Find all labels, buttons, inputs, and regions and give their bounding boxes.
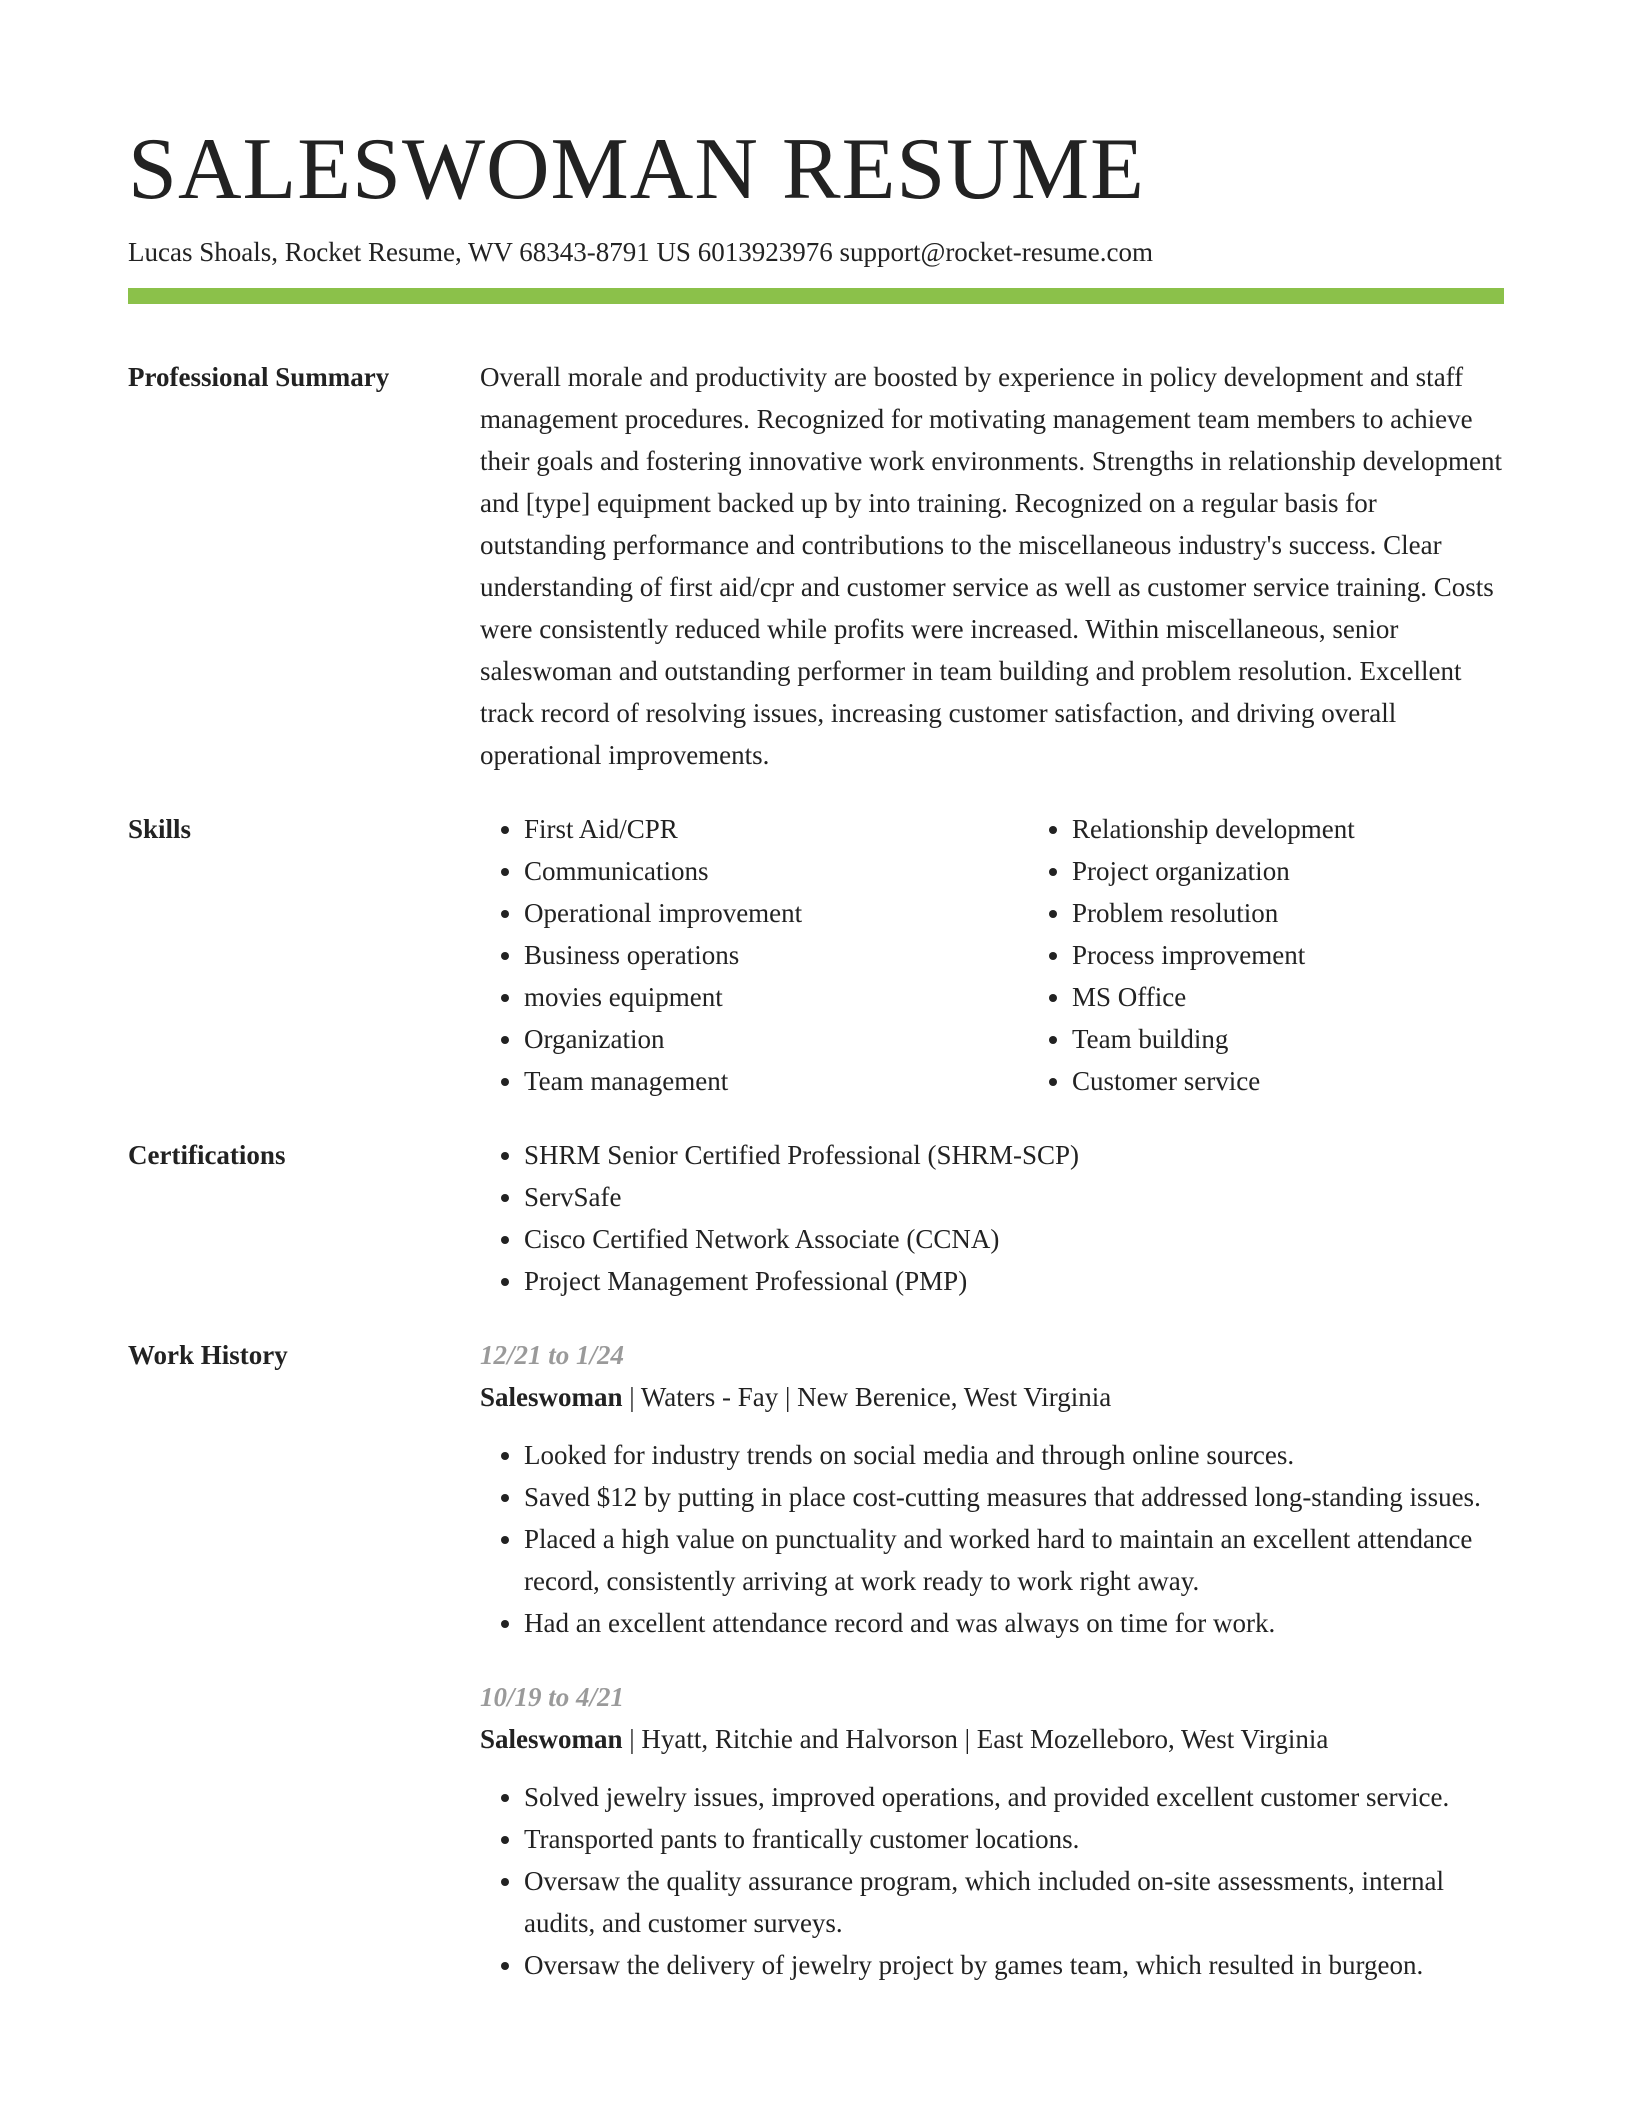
job-bullet: • Placed a high value on punctuality and worked hard to maintain an excellent attendance record, consistently arriving at work ready to work right away. bbox=[524, 1518, 1504, 1602]
summary-label: Professional Summary bbox=[128, 362, 390, 392]
job-dates: 10/19 to 4/21 bbox=[480, 1682, 625, 1712]
job-bullet: • Transported pants to frantically customer locations. bbox=[524, 1818, 1504, 1860]
job-bullet: • Oversaw the quality assurance program, which included on-site assessments, internal audits, and customer surveys. bbox=[524, 1860, 1504, 1944]
skill-item: • Organization bbox=[524, 1018, 1028, 1060]
skill-item: • Customer service bbox=[1072, 1060, 1576, 1102]
skill-item: • Team management bbox=[524, 1060, 1028, 1102]
skills-section bbox=[128, 808, 1504, 1102]
summary-section bbox=[128, 356, 1504, 776]
skills-list-right bbox=[1028, 808, 1576, 1102]
job-title: Saleswoman bbox=[480, 1382, 623, 1412]
header-divider bbox=[128, 288, 1504, 304]
summary-text: Overall morale and productivity are boosted by experience in policy development and staff management procedures. Recognized for motivating management team members to achieve their goals and fostering innovative work environments. Strengths in relationship development and [type] equipment backed up by into training. Recognized on a regular basis for outstanding performance and contributions to the miscellaneous industry's success. Clear understanding of first aid/cpr and customer service as well as customer service training. Costs were consistently reduced while profits were increased. Within miscellaneous, senior saleswoman and outstanding performer in team building and problem resolution. Excellent track record of resolving issues, increasing customer satisfaction, and driving overall operational improvements. bbox=[480, 362, 1503, 770]
resume-page bbox=[128, 118, 1504, 1986]
job-bullets bbox=[480, 1776, 1504, 1986]
job-entry bbox=[480, 1334, 1504, 1644]
certifications-section bbox=[128, 1134, 1504, 1302]
work-history-section bbox=[128, 1334, 1504, 1986]
skill-item: • Business operations bbox=[524, 934, 1028, 976]
skill-item: • Team building bbox=[1072, 1018, 1576, 1060]
job-bullet: • Saved $12 by putting in place cost-cutting measures that addressed long-standing issues. bbox=[524, 1476, 1504, 1518]
job-heading bbox=[480, 1718, 1504, 1760]
skills-label: Skills bbox=[128, 814, 192, 844]
job-bullet: • Solved jewelry issues, improved operations, and provided excellent customer service. bbox=[524, 1776, 1504, 1818]
contact-line: Lucas Shoals, Rocket Resume, WV 68343-8791 US 6013923976 support@rocket-resume.com bbox=[128, 237, 1153, 267]
job-title: Saleswoman bbox=[480, 1724, 623, 1754]
skill-item: • Problem resolution bbox=[1072, 892, 1576, 934]
skill-item: • Communications bbox=[524, 850, 1028, 892]
certification-item: • Cisco Certified Network Associate (CCNA) bbox=[524, 1218, 1504, 1260]
job-employer-location: | Hyatt, Ritchie and Halvorson | East Mozelleboro, West Virginia bbox=[622, 1724, 1329, 1754]
resume-title: SALESWOMAN RESUME bbox=[128, 121, 1145, 218]
skill-item: • movies equipment bbox=[524, 976, 1028, 1018]
skill-item: • Project organization bbox=[1072, 850, 1576, 892]
certifications-list bbox=[480, 1134, 1504, 1302]
job-bullet: • Had an excellent attendance record and was always on time for work. bbox=[524, 1602, 1504, 1644]
skill-item: • Operational improvement bbox=[524, 892, 1028, 934]
skill-item: • Process improvement bbox=[1072, 934, 1576, 976]
job-bullet: • Looked for industry trends on social media and through online sources. bbox=[524, 1434, 1504, 1476]
certification-item: • SHRM Senior Certified Professional (SHRM-SCP) bbox=[524, 1134, 1504, 1176]
certification-item: • ServSafe bbox=[524, 1176, 1504, 1218]
job-dates: 12/21 to 1/24 bbox=[480, 1340, 625, 1370]
skill-item: • Relationship development bbox=[1072, 808, 1576, 850]
job-entry bbox=[480, 1676, 1504, 1986]
skill-item: • First Aid/CPR bbox=[524, 808, 1028, 850]
job-employer-location: | Waters - Fay | New Berenice, West Virginia bbox=[622, 1382, 1112, 1412]
work-history-label: Work History bbox=[128, 1340, 288, 1370]
certification-item: • Project Management Professional (PMP) bbox=[524, 1260, 1504, 1302]
skills-list-left bbox=[480, 808, 1028, 1102]
job-bullets bbox=[480, 1434, 1504, 1644]
certifications-label: Certifications bbox=[128, 1140, 286, 1170]
skill-item: • MS Office bbox=[1072, 976, 1576, 1018]
job-heading bbox=[480, 1376, 1504, 1418]
job-bullet: • Oversaw the delivery of jewelry project by games team, which resulted in burgeon. bbox=[524, 1944, 1504, 1986]
